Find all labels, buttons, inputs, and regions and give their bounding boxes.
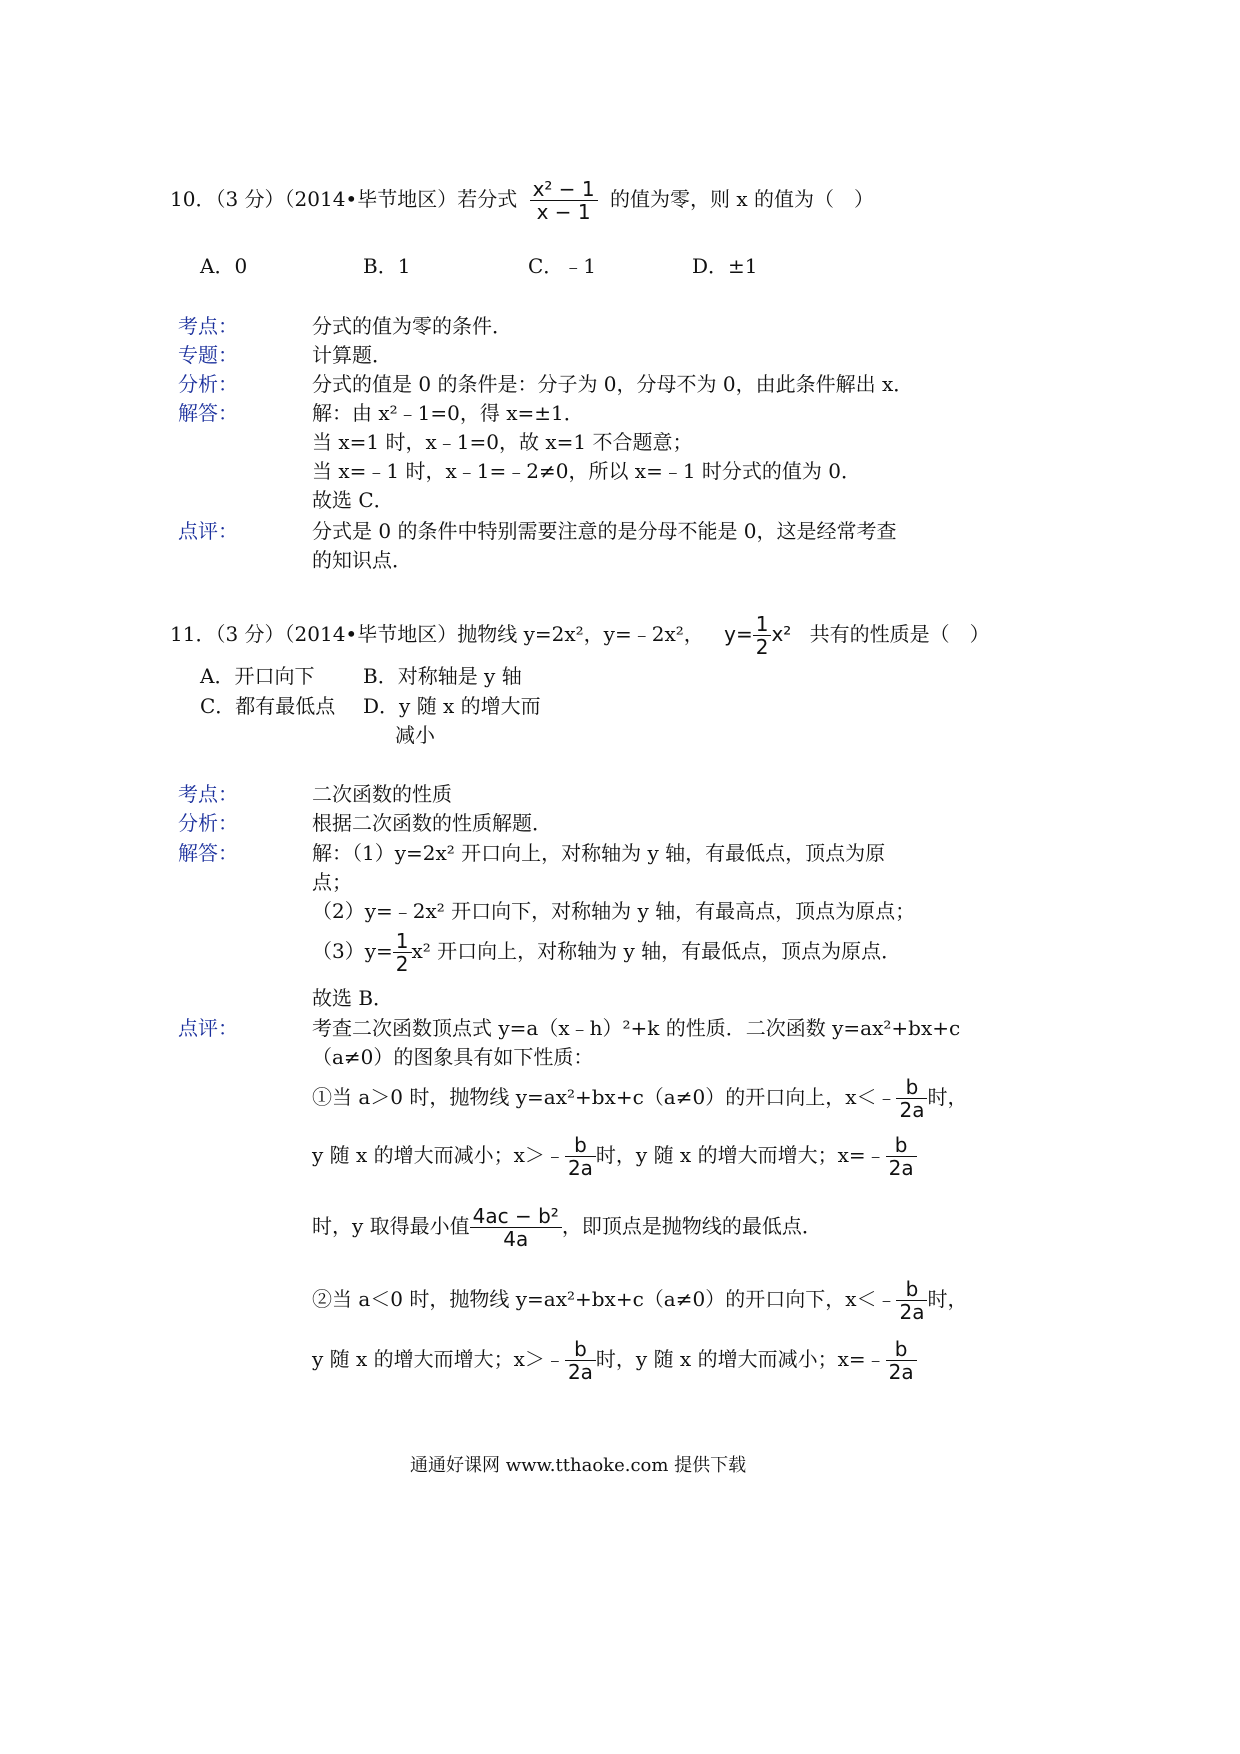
- q11-dianping-line-5: [312, 1198, 822, 1254]
- q11-fenxi-label: 分析：: [178, 811, 238, 835]
- q10-stem: [170, 174, 874, 224]
- q11-dp4-b: 时，y 随 x 的增大而增大；x=﹣: [595, 1143, 886, 1167]
- q10-option-d: D．±1: [692, 254, 758, 278]
- q11-dp7-fraction-1: [565, 1338, 596, 1383]
- q10-stem-pre: 10．（3 分）（2014•毕节地区）若分式: [170, 187, 518, 211]
- q11-option-c: C．都有最低点: [200, 694, 336, 718]
- q10-jieda-line-3: 当 x=﹣1 时，x﹣1=﹣2≠0，所以 x=﹣1 时分式的值为 0．: [312, 459, 862, 483]
- q10-dianping-line-1: 分式是 0 的条件中特别需要注意的是分母不能是 0，这是经常考查: [312, 519, 897, 543]
- q10-kaodian-label: 考点：: [178, 314, 238, 338]
- q10-option-b: B．1: [363, 254, 411, 278]
- q11-jieda-line-1b: 点；: [312, 870, 352, 894]
- q11-dp5-den: 4a: [503, 1227, 529, 1251]
- q11-fenxi: 根据二次函数的性质解题．: [312, 811, 552, 835]
- q11-dp4-den-1: 2a: [567, 1156, 593, 1180]
- q11-dp3-pre: ①当 a＞0 时，抛物线 y=ax²+bx+c（a≠0）的开口向上，x＜﹣: [312, 1085, 897, 1109]
- q11-dp7-fraction-2: [886, 1338, 917, 1383]
- q11-dp7-den-2: 2a: [888, 1360, 914, 1384]
- q11-dp5-num: 4ac − b²: [470, 1205, 562, 1228]
- q11-dp3-fraction: [896, 1076, 927, 1121]
- q11-dp4-num-1: b: [565, 1134, 596, 1157]
- q11-dp3-num: b: [896, 1076, 927, 1099]
- q11-dp7-b: 时，y 随 x 的增大而减小；x=﹣: [595, 1347, 886, 1371]
- q11-dp6-post: 时，: [927, 1287, 968, 1311]
- q10-fenxi-label: 分析：: [178, 372, 238, 396]
- q11-dianping-line-3: [312, 1074, 967, 1121]
- q10-zhuanti: 计算题．: [312, 343, 392, 367]
- q10-jieda-line-4: 故选 C．: [312, 488, 394, 512]
- q11-jieda-line-1: 解：（1）y=2x² 开口向上，对称轴为 y 轴，有最低点，顶点为原: [312, 841, 886, 865]
- q11-dianping-line-4: [312, 1132, 917, 1179]
- q10-dianping-label: 点评：: [178, 519, 238, 543]
- q11-dp5-post: ，即顶点是抛物线的最低点．: [561, 1214, 822, 1238]
- q10-fenxi: 分式的值是 0 的条件是：分子为 0，分母不为 0，由此条件解出 x．: [312, 372, 914, 396]
- q11-dp5-pre: 时，y 取得最小值: [312, 1214, 470, 1238]
- q11-frac-den: 2: [755, 635, 769, 659]
- q11-jieda-line-2: （2）y=﹣2x² 开口向下，对称轴为 y 轴，有最高点，顶点为原点；: [312, 899, 916, 923]
- q11-jieda-3-post: x² 开口向上，对称轴为 y 轴，有最低点，顶点为原点．: [411, 939, 902, 963]
- q11-dp6-pre: ②当 a＜0 时，抛物线 y=ax²+bx+c（a≠0）的开口向下，x＜﹣: [312, 1287, 897, 1311]
- q11-dp7-num-2: b: [886, 1338, 917, 1361]
- q11-dp4-a: y 随 x 的增大而减小；x＞﹣: [312, 1143, 565, 1167]
- q11-kaodian: 二次函数的性质: [312, 782, 452, 806]
- q11-dianping-label: 点评：: [178, 1016, 238, 1040]
- q11-kaodian-label: 考点：: [178, 782, 238, 806]
- q11-frac-num: 1: [753, 613, 772, 636]
- q11-dp7-num-1: b: [565, 1338, 596, 1361]
- q11-jieda-3-fraction: [393, 930, 412, 975]
- q10-zhuanti-label: 专题：: [178, 343, 238, 367]
- q10-jieda-line-1: 解：由 x²﹣1=0，得 x=±1．: [312, 401, 584, 425]
- q11-dp6-fraction: [896, 1278, 927, 1323]
- q11-jieda-3-pre: （3）y=: [312, 939, 393, 963]
- q11-jieda-label: 解答：: [178, 841, 238, 865]
- q11-dp3-post: 时，: [927, 1085, 968, 1109]
- q11-dianping-line-2: （a≠0）的图象具有如下性质：: [312, 1045, 594, 1069]
- q11-stem-post: 共有的性质是（ ）: [809, 622, 990, 646]
- q11-dp4-num-2: b: [886, 1134, 917, 1157]
- q11-dianping-line-6: [312, 1276, 967, 1323]
- q11-dianping-line-7: [312, 1336, 917, 1383]
- q10-frac-num: x² − 1: [530, 178, 598, 201]
- q11-dp6-num: b: [896, 1278, 927, 1301]
- q11-dp5-fraction: [470, 1205, 562, 1250]
- q10-jieda-line-2: 当 x=1 时，x﹣1=0，故 x=1 不合题意；: [312, 430, 693, 454]
- q11-x2: x²: [771, 622, 792, 646]
- q11-option-b: B．对称轴是 y 轴: [363, 664, 522, 688]
- q11-stem: [170, 606, 990, 662]
- q11-option-a: A．开口向下: [200, 664, 315, 688]
- q11-y-eq: y=: [724, 622, 753, 646]
- q11-jieda-3-den: 2: [395, 952, 409, 976]
- q11-dp7-a: y 随 x 的增大而增大；x＞﹣: [312, 1347, 565, 1371]
- q10-jieda-label: 解答：: [178, 401, 238, 425]
- q11-dianping-line-1: 考查二次函数顶点式 y=a（x﹣h）²+k 的性质．二次函数 y=ax²+bx+c: [312, 1016, 961, 1040]
- q11-fraction: [753, 613, 772, 658]
- q11-jieda-line-4: 故选 B．: [312, 986, 394, 1010]
- q11-dp4-den-2: 2a: [888, 1156, 914, 1180]
- q11-dp3-den: 2a: [899, 1098, 925, 1122]
- q10-frac-den: x − 1: [536, 200, 591, 224]
- q11-dp6-den: 2a: [899, 1300, 925, 1324]
- q11-dp4-fraction-1: [565, 1134, 596, 1179]
- q11-jieda-3-num: 1: [393, 930, 412, 953]
- q11-option-d-line-2: 减小: [395, 723, 435, 747]
- q10-fraction: [530, 178, 598, 223]
- q10-option-a: A．0: [200, 254, 248, 278]
- q11-option-d-line-1: D．y 随 x 的增大而: [363, 694, 541, 718]
- q10-stem-post: 的值为零，则 x 的值为（ ）: [610, 187, 875, 211]
- q11-dp7-den-1: 2a: [567, 1360, 593, 1384]
- q11-stem-pre: 11．（3 分）（2014•毕节地区）抛物线 y=2x²，y=﹣2x²，: [170, 622, 704, 646]
- q10-dianping-line-2: 的知识点．: [312, 548, 412, 572]
- q10-option-c: C．﹣1: [528, 254, 597, 278]
- page-footer: 通通好课网 www.tthaoke.com 提供下载: [410, 1455, 747, 1476]
- q11-jieda-line-3: [312, 928, 901, 975]
- q11-dp4-fraction-2: [886, 1134, 917, 1179]
- q10-kaodian: 分式的值为零的条件．: [312, 314, 512, 338]
